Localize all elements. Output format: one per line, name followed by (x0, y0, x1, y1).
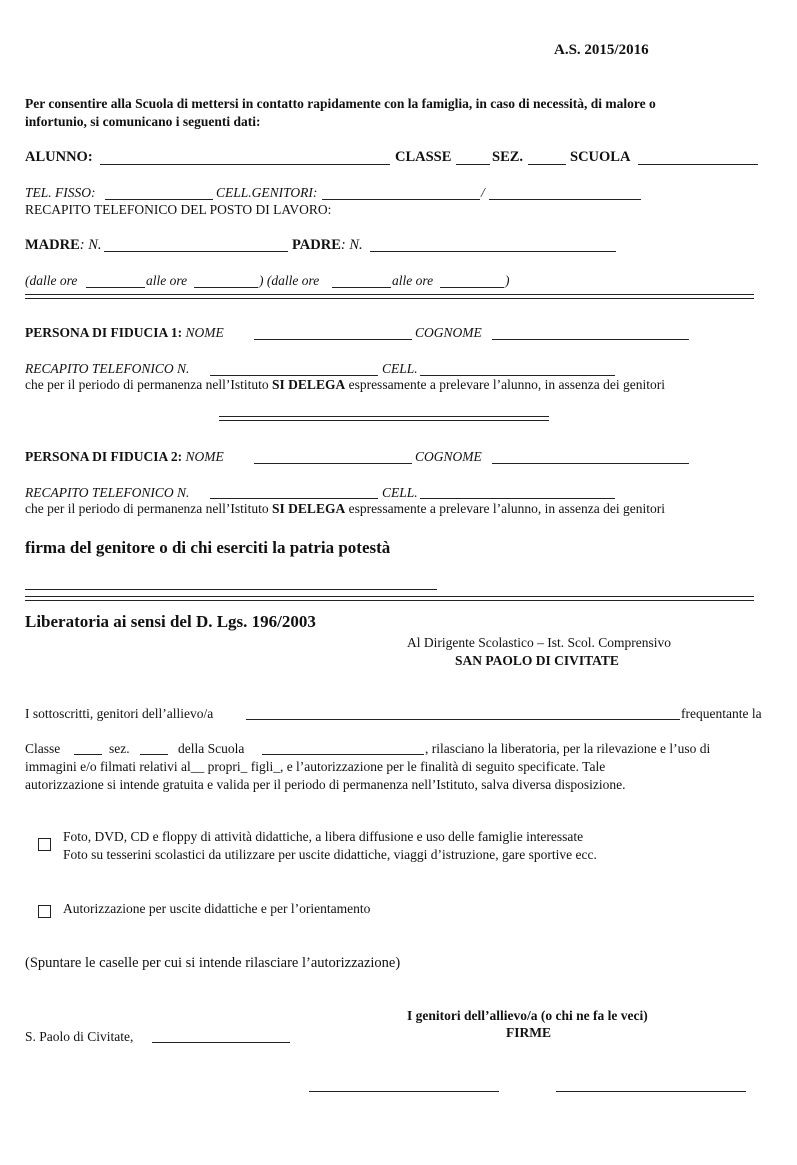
classe-label: CLASSE (395, 149, 452, 165)
fiducia-2-cell-label: CELL. (382, 485, 418, 500)
fiducia-2-nome-field[interactable] (254, 463, 412, 464)
option-1-checkbox[interactable] (38, 838, 51, 851)
date-field[interactable] (152, 1042, 290, 1043)
genitori-label: I genitori dell’allievo/a (o chi ne fa le veci) (407, 1008, 648, 1023)
fiducia-1-delega (25, 377, 665, 393)
dalle-ore-1-label: (dalle ore (25, 273, 78, 288)
option-2-checkbox[interactable] (38, 905, 51, 918)
instruction-text: (Spuntare le caselle per cui si intende rilasciare l’autorizzazione) (25, 955, 401, 971)
intro-line-2: infortunio, si comunicano i seguenti dati: (25, 114, 261, 129)
della-scuola-label: della Scuola (178, 741, 245, 756)
signature-field-2[interactable] (556, 1091, 746, 1092)
fiducia-2-delega (25, 501, 665, 517)
recipient-line-2: SAN PAOLO DI CIVITATE (455, 653, 619, 668)
allievo-field[interactable] (246, 719, 680, 720)
liberatoria-title: Liberatoria ai sensi del D. Lgs. 196/2003 (25, 612, 316, 631)
scuola-field[interactable] (638, 164, 758, 165)
fiducia-2-cognome-label: COGNOME (415, 449, 482, 464)
cell-genitori-field-2[interactable] (489, 199, 641, 200)
fiducia-2-row (25, 449, 224, 465)
sez-2-field[interactable] (140, 754, 168, 755)
cell-genitori-label: CELL.GENITORI: (216, 185, 318, 200)
fiducia-1-recapito-label: RECAPITO TELEFONICO N. (25, 361, 190, 376)
delega-2-bold: SI DELEGA (272, 501, 346, 516)
fiducia-2-recapito-field[interactable] (210, 498, 378, 499)
fiducia-2-recapito-label: RECAPITO TELEFONICO N. (25, 485, 190, 500)
fiducia-1-cognome-field[interactable] (492, 339, 689, 340)
fiducia-1-cell-field[interactable] (420, 375, 615, 376)
fiducia-2-label: PERSONA DI FIDUCIA 2: (25, 449, 183, 464)
alle-ore-1-label: alle ore (146, 273, 188, 288)
madre-label-text: MADRE (25, 237, 80, 253)
section-divider-3 (25, 596, 754, 601)
fiducia-1-cell-label: CELL. (382, 361, 418, 376)
delega-1-post: espressamente a prelevare l’alunno, in assenza dei genitori (345, 377, 665, 392)
body-line-1-tail: , rilasciano la liberatoria, per la rilevazione e l’uso di (425, 741, 711, 756)
section-divider-2 (219, 416, 549, 421)
della-scuola-field[interactable] (262, 754, 424, 755)
delega-1-bold: SI DELEGA (272, 377, 346, 392)
fiducia-2-nome-label: NOME (185, 449, 224, 464)
delega-2-pre: che per il periodo di permanenza nell’Istituto (25, 501, 273, 516)
padre-n-label: : N. (340, 237, 363, 253)
firme-label: FIRME (506, 1025, 551, 1040)
recipient-line-1: Al Dirigente Scolastico – Ist. Scol. Comprensivo (407, 635, 671, 650)
madre-n-label: : N. (79, 237, 102, 253)
close-paren: ) (505, 273, 510, 288)
fiducia-1-recapito-field[interactable] (210, 375, 378, 376)
alunno-field[interactable] (100, 164, 390, 165)
section-divider-1 (25, 294, 754, 299)
alunno-label: ALUNNO: (25, 149, 93, 165)
alle-ore-1-field[interactable] (194, 287, 258, 288)
sez-label: SEZ. (492, 149, 524, 165)
fiducia-1-label: PERSONA DI FIDUCIA 1: (25, 325, 183, 340)
signature-field-1[interactable] (309, 1091, 499, 1092)
alle-ore-2-label: alle ore (392, 273, 434, 288)
madre-label (25, 237, 102, 254)
madre-field[interactable] (104, 251, 288, 252)
option-2-line-1: Autorizzazione per uscite didattiche e per l’orientamento (63, 901, 371, 916)
option-1-line-2: Foto su tesserini scolastici da utilizzare per uscite didattiche, viaggi d’istruzione, gare sportive ecc. (63, 847, 597, 862)
tel-fisso-field[interactable] (105, 199, 213, 200)
fiducia-1-row (25, 325, 224, 341)
sottoscritti-label: I sottoscritti, genitori dell’allievo/a (25, 706, 214, 721)
dalle-ore-2-label: ) (dalle ore (259, 273, 320, 288)
fiducia-1-nome-label: NOME (185, 325, 224, 340)
work-phone-label: RECAPITO TELEFONICO DEL POSTO DI LAVORO: (25, 202, 332, 217)
sez-field[interactable] (528, 164, 566, 165)
body-line-2: immagini e/o filmati relativi al__ propri_ figli_, e l’autorizzazione per le finalità di seguito specificate. Tale (25, 759, 606, 774)
alle-ore-2-field[interactable] (440, 287, 504, 288)
tel-fisso-label: TEL. FISSO: (25, 185, 96, 200)
delega-2-post: espressamente a prelevare l’alunno, in assenza dei genitori (345, 501, 665, 516)
sez-2-label: sez. (109, 741, 130, 756)
dalle-ore-1-field[interactable] (86, 287, 145, 288)
delega-1-pre: che per il periodo di permanenza nell’Istituto (25, 377, 273, 392)
cell-genitori-field-1[interactable] (322, 199, 480, 200)
school-year: A.S. 2015/2016 (554, 42, 649, 58)
dalle-ore-2-field[interactable] (332, 287, 391, 288)
fiducia-1-nome-field[interactable] (254, 339, 412, 340)
classe-2-field[interactable] (74, 754, 102, 755)
padre-label-text: PADRE (292, 237, 341, 253)
padre-field[interactable] (370, 251, 616, 252)
fiducia-2-cell-field[interactable] (420, 498, 615, 499)
option-1-line-1: Foto, DVD, CD e floppy di attività didattiche, a libera diffusione e uso delle famiglie interessate (63, 829, 584, 844)
classe-field[interactable] (456, 164, 490, 165)
padre-label (292, 237, 363, 254)
intro-line-1: Per consentire alla Scuola di mettersi in contatto rapidamente con la famiglia, in caso di necessità, di malore o (25, 96, 656, 111)
place-label: S. Paolo di Civitate, (25, 1029, 134, 1044)
fiducia-2-cognome-field[interactable] (492, 463, 689, 464)
slash-separator: / (481, 185, 485, 200)
parent-signature-field[interactable] (25, 589, 437, 590)
fiducia-1-cognome-label: COGNOME (415, 325, 482, 340)
frequentante-label: frequentante la (681, 706, 762, 721)
classe-2-label: Classe (25, 741, 61, 756)
signature-label: firma del genitore o di chi eserciti la patria potestà (25, 538, 391, 557)
scuola-label: SCUOLA (570, 149, 631, 165)
body-line-3: autorizzazione si intende gratuita e valida per il periodo di permanenza nell’Istituto, salva diversa disposizione. (25, 777, 626, 792)
